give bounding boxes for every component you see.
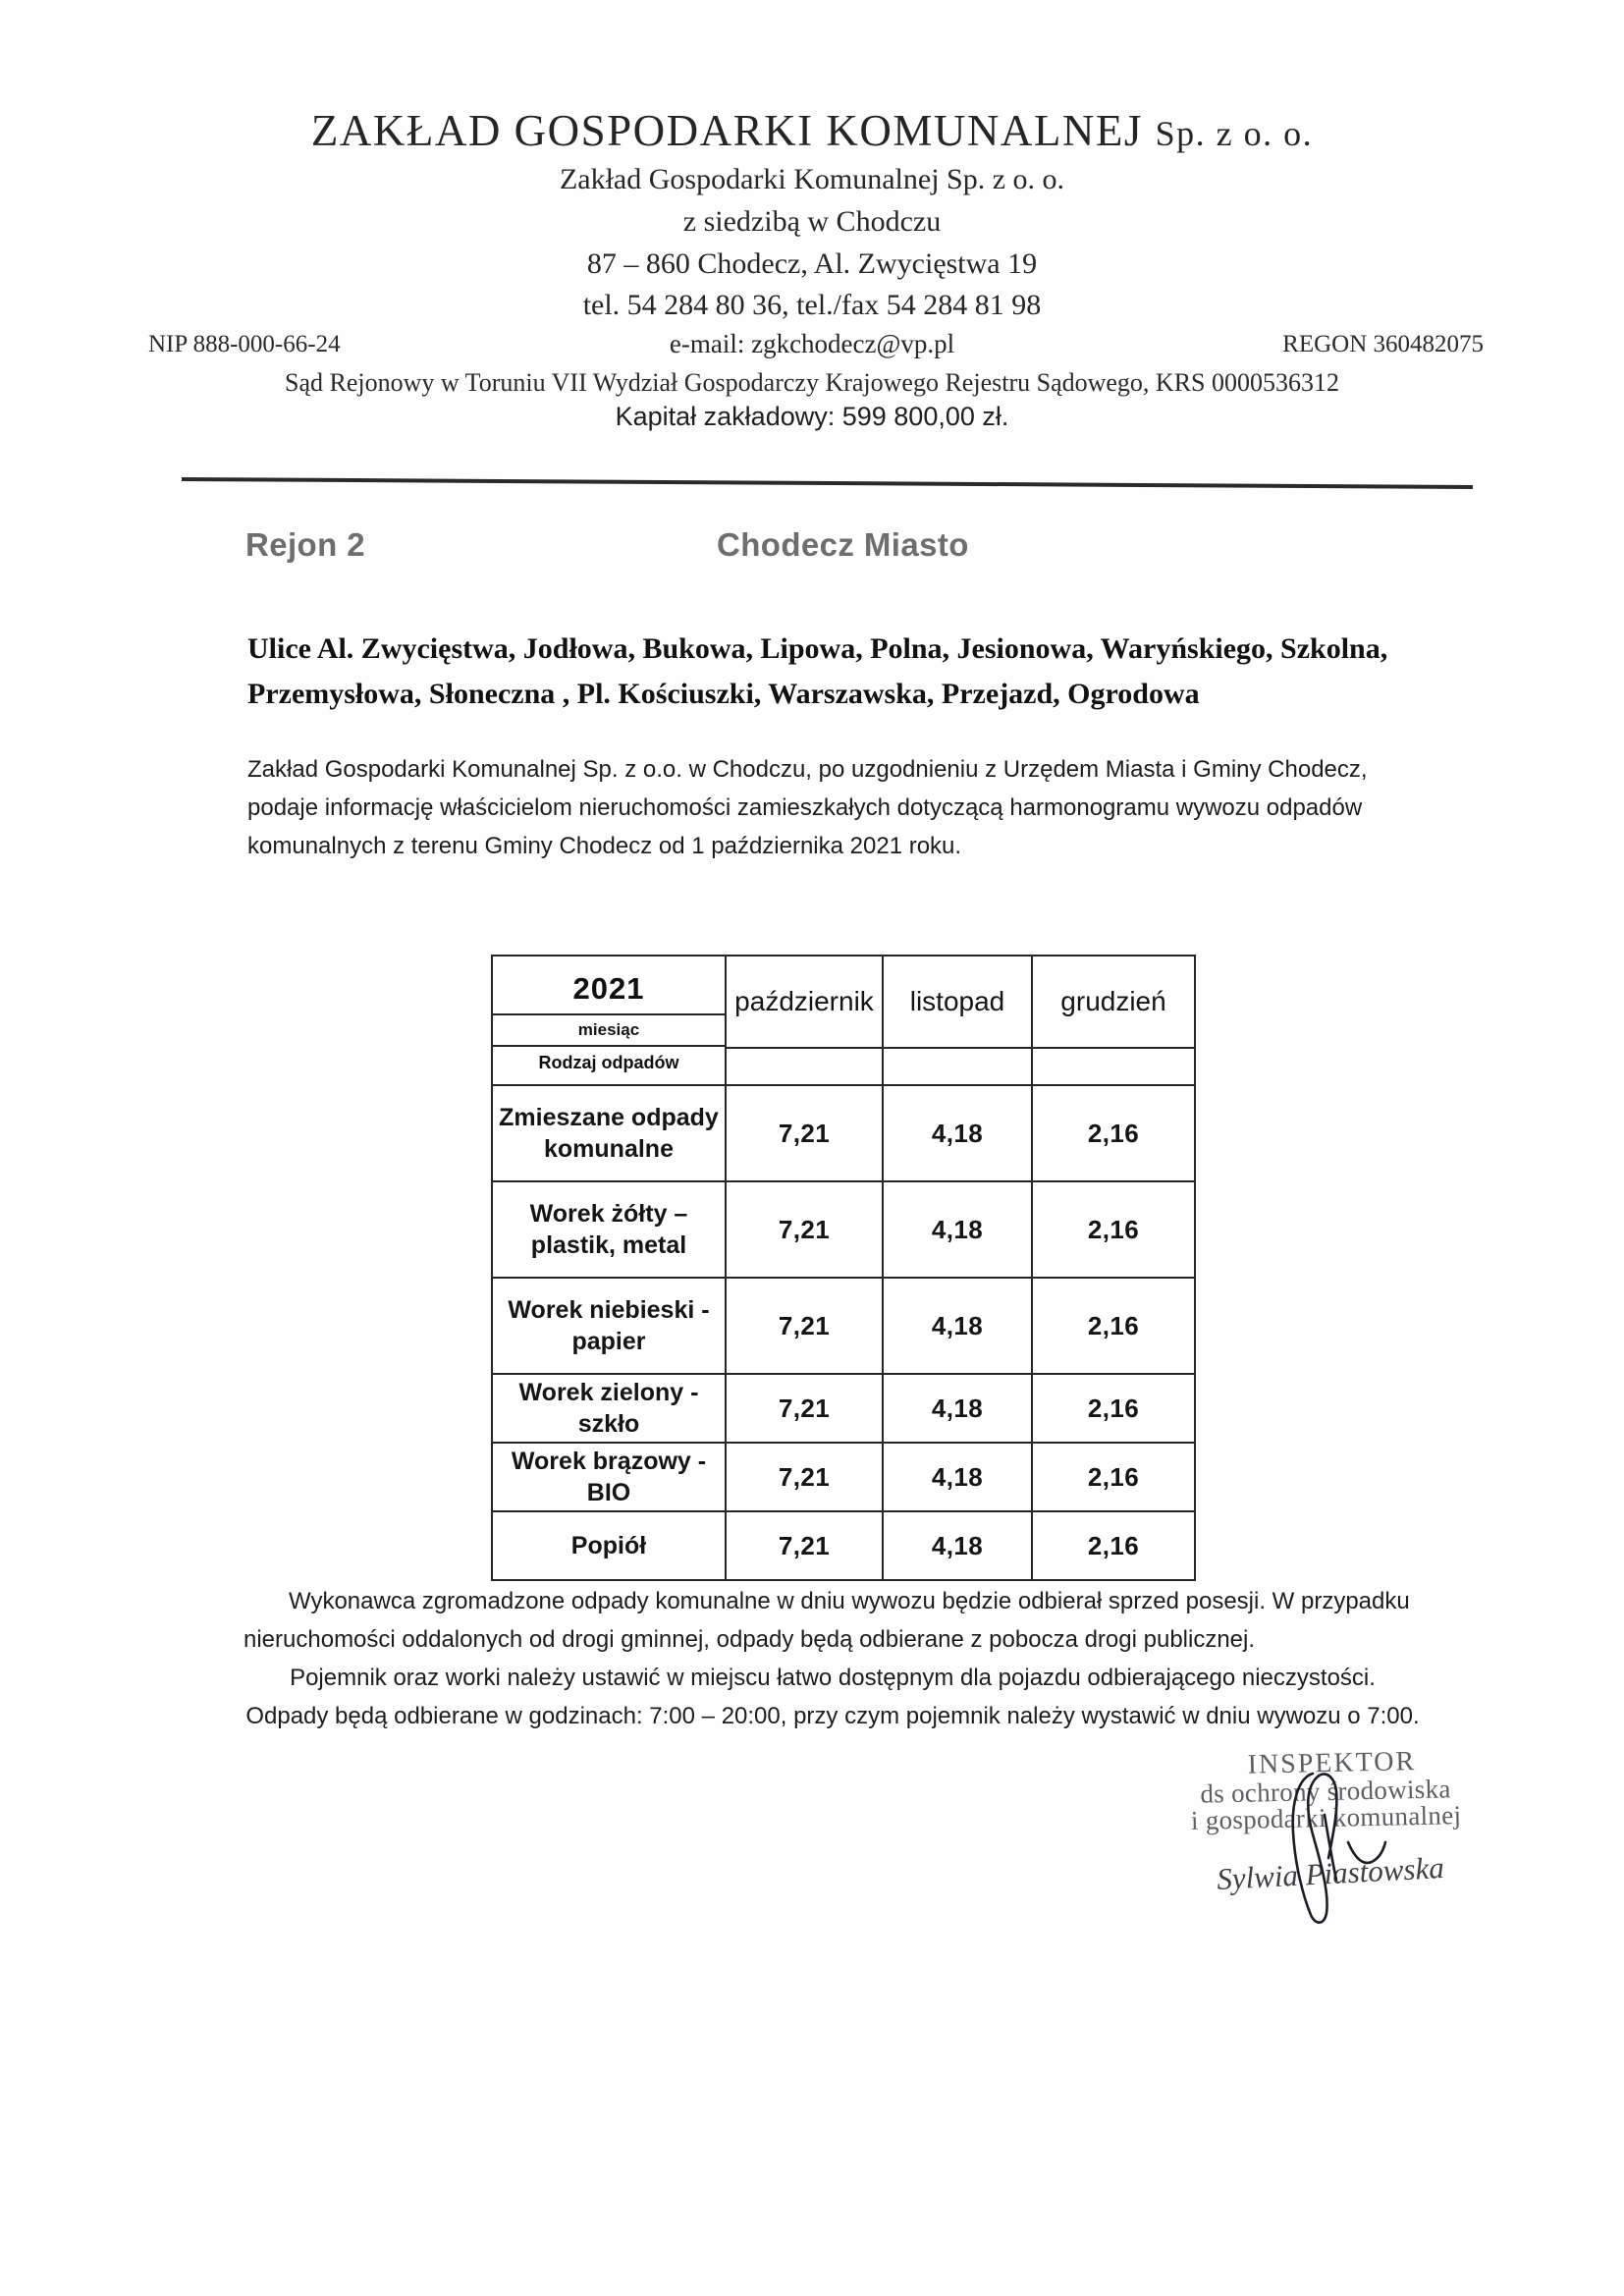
cell-ash-october: 7,21 <box>726 1511 883 1580</box>
schedule-table-wrapper <box>491 955 1194 1581</box>
table-row <box>492 1511 1195 1580</box>
row-type-blue-bag: Worek niebieski - papier <box>492 1278 726 1374</box>
streets-list: Ulice Al. Zwycięstwa, Jodłowa, Bukowa, Lipowa, Polna, Jesionowa, Waryńskiego, Szkolna, Przemysłowa, Słoneczna , Pl. Kościuszki, Warszawska, Przejazd, Ogrodowa <box>247 632 1388 710</box>
cell-blue-november: 4,18 <box>883 1278 1032 1374</box>
cell-green-october: 7,21 <box>726 1374 883 1443</box>
schedule-table <box>491 955 1196 1581</box>
table-row <box>492 1443 1195 1511</box>
column-header-october: październik <box>726 956 883 1048</box>
table-row <box>492 1374 1195 1443</box>
footer-notes <box>244 1583 1422 1736</box>
cell-brown-december: 2,16 <box>1032 1443 1195 1511</box>
column-header-november: listopad <box>883 956 1032 1048</box>
nip-number: NIP 888-000-66-24 <box>148 330 341 357</box>
row-type-brown-bag: Worek brązowy - BIO <box>492 1443 726 1511</box>
letterhead-ids-row <box>135 329 1489 366</box>
corner-header-cell <box>492 956 726 1085</box>
company-title <box>0 106 1624 155</box>
cell-brown-october: 7,21 <box>726 1443 883 1511</box>
column-header-december: grudzień <box>1032 956 1195 1048</box>
email-address: e-mail: zgkchodecz@vp.pl <box>669 328 955 358</box>
header-divider-rule <box>182 477 1473 489</box>
cell-brown-november: 4,18 <box>883 1443 1032 1511</box>
company-title-suffix: Sp. z o. o. <box>1155 114 1314 153</box>
corner-stack <box>493 960 725 1080</box>
cell-mixed-october: 7,21 <box>726 1085 883 1181</box>
letterhead-company-line: Zakład Gospodarki Komunalnej Sp. z o. o. <box>559 163 1065 196</box>
cell-ash-november: 4,18 <box>883 1511 1032 1580</box>
cell-mixed-december: 2,16 <box>1032 1085 1195 1181</box>
stamp-text-block <box>1163 1745 1489 1837</box>
region-name: Chodecz Miasto <box>717 526 969 563</box>
table-row <box>492 1181 1195 1278</box>
table-row <box>492 1085 1195 1181</box>
note-line-1: Wykonawca zgromadzone odpady komunalne w dniu wywozu będzie odbierał sprzed posesji. W przypadku nieruchomości oddalonych od drogi gminnej, odpady będą odbierane z pobocza drogi publicznej. <box>244 1588 1410 1653</box>
cell-yellow-november: 4,18 <box>883 1181 1032 1278</box>
cell-yellow-december: 2,16 <box>1032 1181 1195 1278</box>
letterhead-seat-line: z siedzibą w Chodczu <box>682 204 942 238</box>
schedule-table-head <box>492 956 1195 1085</box>
row-type-yellow-bag: Worek żółty – plastik, metal <box>492 1181 726 1278</box>
court-registry-line: Sąd Rejonowy w Toruniu VII Wydział Gospodarczy Krajowego Rejestru Sądowego, KRS 0000536312 <box>284 367 1340 397</box>
intro-paragraph: Zakład Gospodarki Komunalnej Sp. z o.o. w Chodczu, po uzgodnieniu z Urzędem Miasta i Gminy Chodecz, podaje informację właścicielom nieruchomości zamieszkałych dotyczącą harmonogramu wywozu odpadów komunalnych z terenu Gminy Chodecz od 1 października 2021 roku. <box>247 756 1368 859</box>
letterhead-phone-line: tel. 54 284 80 36, tel./fax 54 284 81 98 <box>582 289 1042 322</box>
cell-blue-december: 2,16 <box>1032 1278 1195 1374</box>
table-row <box>492 1278 1195 1374</box>
signature-stamp <box>1164 1748 1488 1925</box>
corner-year-label: 2021 <box>493 960 725 1015</box>
stamp-line-department-2: i gospodarki komunalnej <box>1190 1800 1462 1835</box>
stamp-line-department: ds ochrony środowiska <box>1200 1774 1451 1809</box>
stamp-signer-name: Sylwia Piastowska <box>1216 1849 1445 1897</box>
region-label: Rejon 2 <box>245 526 365 563</box>
stamp-line-title: INSPEKTOR <box>1247 1746 1417 1780</box>
note-line-2: Pojemnik oraz worki należy ustawić w miejscu łatwo dostępnym dla pojazdu odbierającego nieczystości. <box>290 1664 1376 1691</box>
corner-month-label: miesiąc <box>493 1015 725 1047</box>
row-type-ash: Popiół <box>492 1511 726 1580</box>
row-type-mixed-waste: Zmieszane odpady komunalne <box>492 1085 726 1181</box>
cell-green-november: 4,18 <box>883 1374 1032 1443</box>
letterhead-address-line: 87 – 860 Chodecz, Al. Zwycięstwa 19 <box>586 246 1038 280</box>
row-type-green-bag: Worek zielony - szkło <box>492 1374 726 1443</box>
cell-yellow-october: 7,21 <box>726 1181 883 1278</box>
cell-mixed-november: 4,18 <box>883 1085 1032 1181</box>
spacer-cell-november <box>883 1048 1032 1085</box>
letterhead <box>0 106 1624 432</box>
regon-number: REGON 360482075 <box>1282 330 1484 357</box>
spacer-cell-october <box>726 1048 883 1085</box>
cell-ash-december: 2,16 <box>1032 1511 1195 1580</box>
corner-kind-label: Rodzaj odpadów <box>538 1053 679 1072</box>
company-title-main: ZAKŁAD GOSPODARKI KOMUNALNEJ <box>310 106 1143 155</box>
cell-green-december: 2,16 <box>1032 1374 1195 1443</box>
schedule-table-body <box>492 1085 1195 1580</box>
spacer-cell-december <box>1032 1048 1195 1085</box>
cell-blue-october: 7,21 <box>726 1278 883 1374</box>
share-capital-line: Kapitał zakładowy: 599 800,00 zł. <box>615 401 1009 431</box>
table-header-row <box>492 956 1195 1048</box>
note-line-3: Odpady będą odbierane w godzinach: 7:00 – 20:00, przy czym pojemnik należy wystawić w dniu wywozu o 7:00. <box>245 1702 1420 1729</box>
